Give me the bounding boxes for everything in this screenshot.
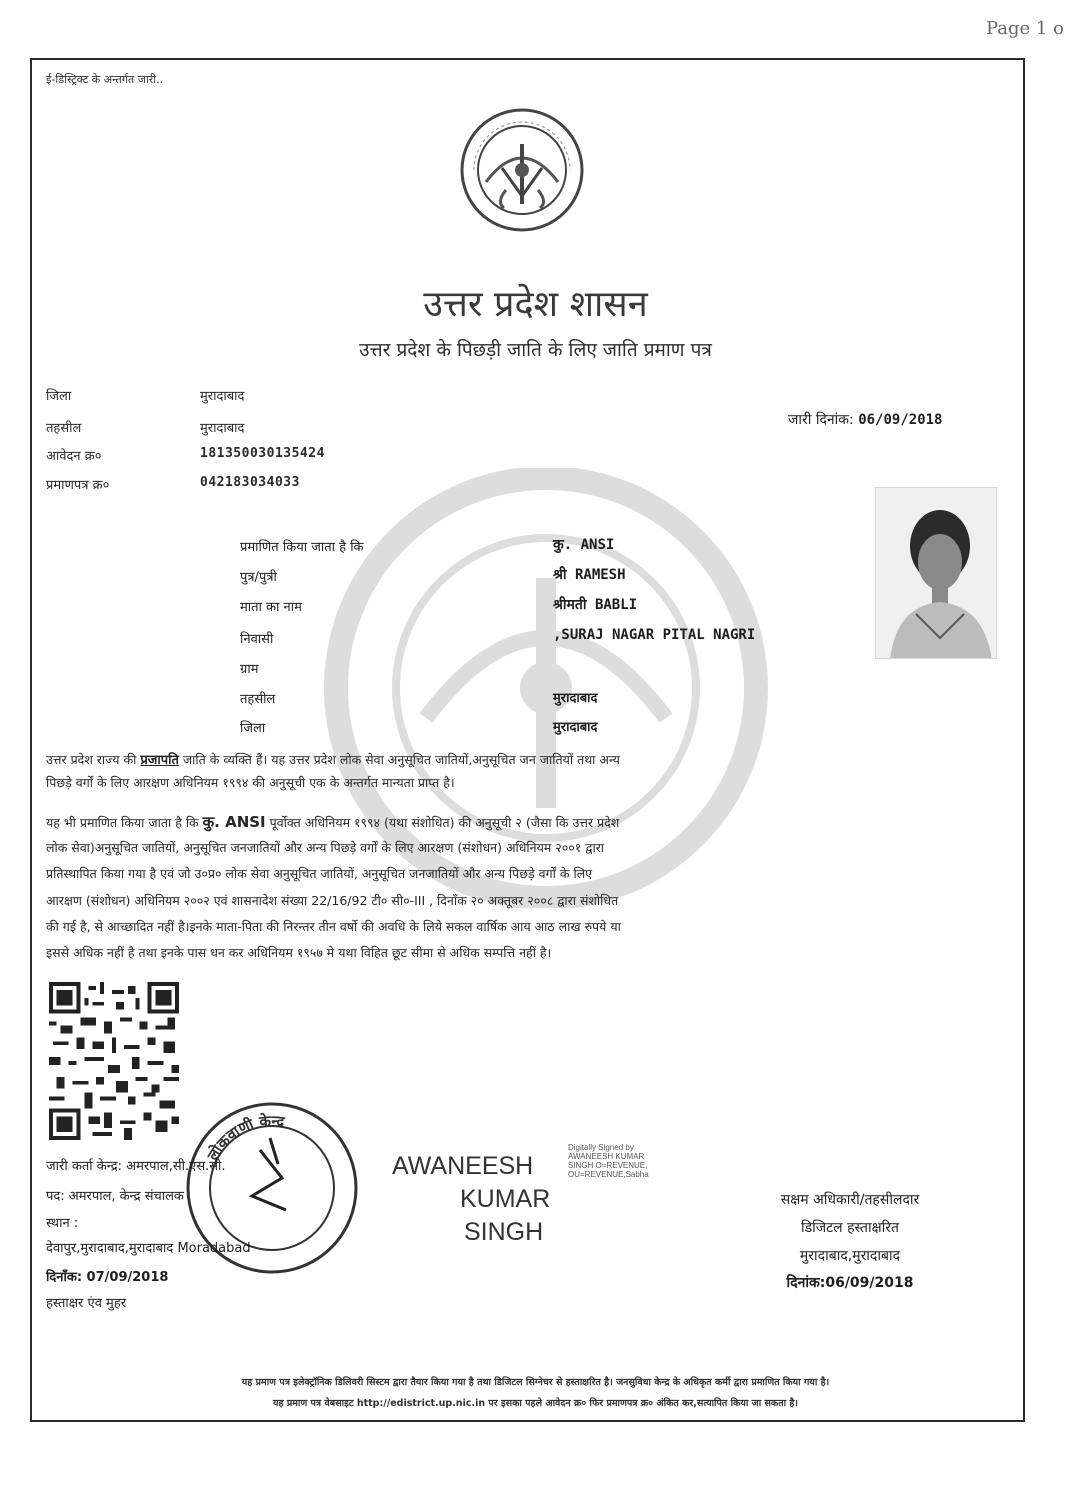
relation-label: पुत्र/पुत्री [240,570,277,585]
qr-code[interactable] [48,982,180,1140]
authority-title: सक्षम अधिकारी/तहसीलदार [780,1192,920,1208]
body-text: पूर्वोक्त अधिनियम १९९४ (यथा संशोधित) की अनुसूची २ (जैसा कि उत्तर प्रदेश [269,815,620,830]
dsig-line: SINGH O=REVENUE, [568,1161,648,1170]
dsig-line: AWANEESH KUMAR [568,1152,645,1161]
holder-district-label: जिला [240,721,266,736]
body-paragraph-2-line-6: इससे अधिक नहीं है तथा इनके पास धन कर अधिनियम १९५७ मे यथा विहित छूट सीमा से अधिक सम्पत्ति नहीं है। [46,945,552,960]
body-paragraph-2-line-3: प्रतिस्थापित किया गया है एवं जो उ०प्र० लोक सेवा अनुसूचित जातियों, अनुसूचित जनजातियों और अन्य पिछड़े वर्गों के लिए [46,866,593,881]
body-text: उत्तर प्रदेश राज्य की [46,752,137,767]
signer-name-line: SINGH [464,1218,544,1246]
place-value: देवापुर,मुरादाबाद,मुरादाबाद Moradabad [46,1241,251,1256]
district-value: मुरादाबाद [200,389,245,404]
signer-name-line: KUMAR [460,1185,551,1213]
district-label: जिला [46,389,72,404]
certified-label: प्रमाणित किया जाता है कि [240,540,364,555]
caste-name: प्रजापति [140,753,179,768]
application-number-label: आवेदन क्र० [46,449,102,464]
holder-tehsil-value: मुरादाबाद [553,691,598,706]
mother-label: माता का नाम [240,600,302,615]
certificate-title: उत्तर प्रदेश के पिछड़ी जाति के लिए जाति प्रमाण पत्र [359,339,712,361]
certificate-number-label: प्रमाणपत्र क्र० [46,478,110,493]
issue-date-label: जारी दिनांक: [788,412,854,428]
signature-seal-label: हस्ताक्षर एंव मुहर [46,1296,127,1311]
issuer-date: दिनाँक: 07/09/2018 [46,1270,169,1285]
body-text: जाति के व्यक्ति हैं। यह उत्तर प्रदेश लोक सेवा अनुसूचित जातियों,अनुसूचित जन जातियों तथा अन्य [182,752,620,767]
body-paragraph-2-line-1 [46,812,619,834]
holder-name: कु. ANSI [553,537,615,553]
seal-text: लोकवाणी केन्द्र [203,1111,286,1164]
government-title: उत्तर प्रदेश शासन [423,284,648,325]
holder-name-inline: कु. ANSI [202,813,266,831]
authority-date: दिनांक:06/09/2018 [786,1275,914,1291]
person-photo-icon [876,488,997,659]
holder-tehsil-label: तहसील [240,692,276,707]
tehsil-value: मुरादाबाद [200,421,245,436]
body-paragraph-1-line-1 [46,750,620,772]
digitally-signed-label: डिजिटल हस्ताक्षरित [801,1220,899,1236]
resident-label: निवासी [240,632,274,647]
application-number: 181350030135424 [200,446,325,461]
body-paragraph-1-line-2: पिछड़े वर्गों के लिए आरक्षण अधिनियम १९९४ की अनुसूची एक के अन्तर्गत मान्यता प्राप्त है। [46,775,455,790]
authority-place: मुरादाबाद,मुरादाबाद [799,1248,901,1264]
footer-line-2: यह प्रमाण पत्र वेबसाइट http://edistrict.up.nic.in पर इसका पहले आवेदन क्र० फिर प्रमाणपत्र क्र० अंकित कर,सत्यापित किया जा सकता है। [272,1398,799,1409]
issuer-post: पद: अमरपाल, केन्द्र संचालक [46,1189,184,1204]
issued-under-text: ई-डिस्ट्रिक्ट के अन्तर्गत जारी.. [46,73,164,86]
certificate-number: 042183034033 [200,475,300,490]
dsig-line: OU=REVENUE,Sabha [568,1170,649,1179]
body-paragraph-2-line-4: आरक्षण (संशोधन) अधिनियम २००२ एवं शासनादेश संख्या 22/16/92 टी० सी०-III , दिनाँक २० अक्तूबर २००८ द्वारा संशोधित [46,893,619,908]
signer-name-line: AWANEESH [392,1152,534,1180]
place-label: स्थान : [46,1216,79,1231]
footer-line-1: यह प्रमाण पत्र इलेक्ट्रॉनिक डिलिवरी सिस्टम द्वारा तैयार किया गया है तथा डिजिटल सिग्नेचर से हस्ताक्षरित है। जनसुविधा केन्द्र के अधिकृत कर्मी द्वारा प्रमाणित किया गया है। [241,1377,830,1388]
digital-signature-info [568,1143,649,1179]
issuing-center: जारी कर्ता केन्द्र: अमरपाल,सी.एस.सी. [46,1159,226,1174]
mother-name: श्रीमती BABLI [553,597,638,613]
applicant-photo [875,487,997,659]
resident-address: ,SURAJ NAGAR PITAL NAGRI [553,627,756,643]
page-number: Page 1 o [986,18,1064,39]
up-government-emblem-icon [446,104,598,236]
body-text: यह भी प्रमाणित किया जाता है कि [46,815,199,830]
tehsil-label: तहसील [46,421,82,436]
issue-date-value: 06/09/2018 [858,412,943,428]
holder-district-value: मुरादाबाद [553,720,598,735]
body-paragraph-2-line-2: लोक सेवा)अनुसूचित जातियों, अनुसूचित जनजातियों और अन्य पिछड़े वर्गों के लिए आरक्षण (संशोधन) अधिनियम २००१ द्वारा [46,840,605,855]
dsig-line: Digitally Signed by [568,1143,634,1152]
father-name: श्री RAMESH [553,567,626,583]
issue-date [788,410,943,429]
digital-signer-name [392,1150,576,1249]
body-paragraph-2-line-5: की गई है, से आच्छादित नहीं है।इनके माता-पिता की निरन्तर तीन वर्षो की अवधि के लिये सकल वार्षिक आय आठ लाख रुपये या [46,919,621,934]
village-label: ग्राम [240,662,259,677]
